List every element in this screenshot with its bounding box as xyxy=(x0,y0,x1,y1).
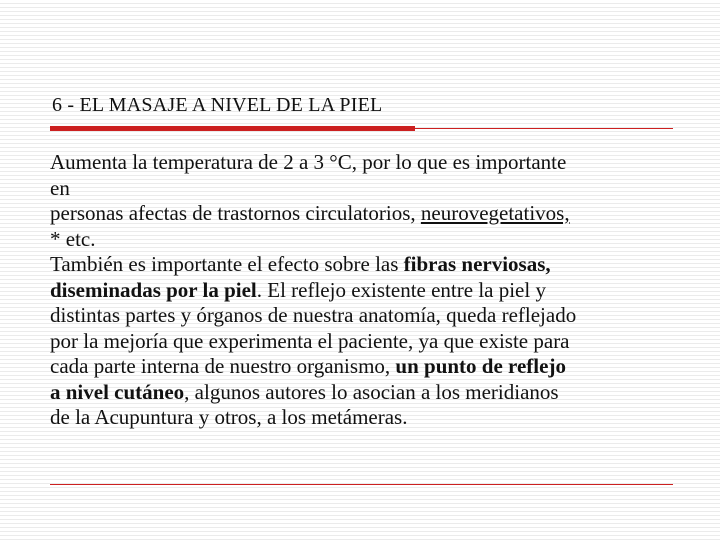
body-line-11 xyxy=(50,405,650,431)
body-text: También es importante el efecto sobre las xyxy=(50,252,404,276)
body-line-2 xyxy=(50,176,650,202)
footer-rule xyxy=(50,484,673,485)
body-text: por la mejoría que experimenta el paciente, ya que existe para xyxy=(50,328,570,353)
body-text: Aumenta la temperatura de 2 a 3 °C, por lo que es importante xyxy=(50,150,567,174)
body-text: cada parte interna de nuestro organismo, xyxy=(50,354,396,378)
body-text: personas afectas de trastornos circulatorios, xyxy=(50,201,421,225)
title-underline xyxy=(50,121,673,131)
body-line-1 xyxy=(50,150,650,176)
title-underline-thin xyxy=(415,128,673,129)
body-line-4 xyxy=(50,227,650,253)
body-text: . El reflejo existente entre la piel y xyxy=(256,277,546,302)
body-text: , algunos autores lo asocian a los meridianos xyxy=(184,379,559,404)
body-line-9 xyxy=(50,354,650,380)
bold-term: un punto de reflejo xyxy=(395,354,566,378)
title-underline-thick xyxy=(50,126,415,131)
underlined-term: neurovegetativos, xyxy=(420,201,570,225)
slide-title: 6 - EL MASAJE A NIVEL DE LA PIEL xyxy=(52,94,383,116)
bold-term: a nivel cutáneo xyxy=(50,379,185,404)
slide-body xyxy=(50,150,650,431)
body-text: distintas partes y órganos de nuestra anatomía, queda reflejado xyxy=(50,303,577,327)
body-text: * etc. xyxy=(50,226,96,251)
body-line-6 xyxy=(50,278,650,304)
body-line-3 xyxy=(50,201,650,227)
bold-term: fibras nerviosas, xyxy=(403,252,551,276)
body-line-7 xyxy=(50,303,650,329)
body-line-8 xyxy=(50,329,650,355)
body-text: en xyxy=(50,175,70,200)
body-text: de la Acupuntura y otros, a los metámeras. xyxy=(50,405,408,429)
bold-term: diseminadas por la piel xyxy=(50,277,257,302)
body-line-10 xyxy=(50,380,650,406)
body-line-5 xyxy=(50,252,650,278)
